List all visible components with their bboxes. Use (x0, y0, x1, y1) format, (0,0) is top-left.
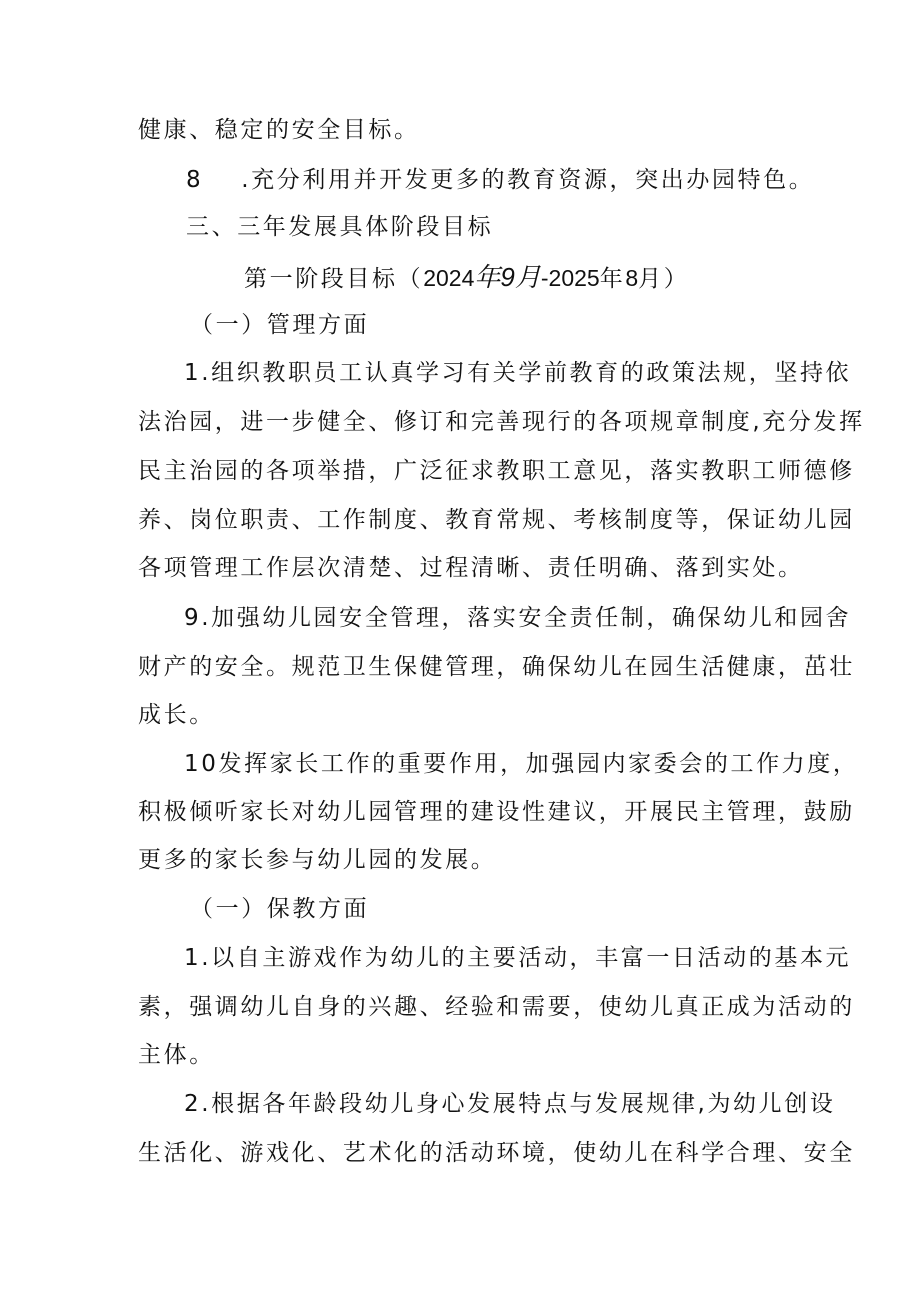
paragraph-line: 9.加强幼儿园安全管理，落实安全责任制，确保幼儿和园舍 (184, 605, 852, 631)
paragraph-line: 成长。 (138, 702, 215, 728)
paragraph-line: 主体。 (138, 1042, 215, 1068)
paragraph-line: 1.以自主游戏作为幼儿的主要活动，丰富一日活动的基本元 (184, 945, 852, 971)
paragraph-line: 1.组织教职员工认真学习有关学前教育的政策法规，坚持依 (184, 360, 852, 386)
paragraph-line: 10发挥家长工作的重要作用，加强园内家委会的工作力度， (184, 751, 859, 777)
stage-end-month-char: 月） (638, 266, 690, 292)
paragraph-line: 各项管理工作层次清楚、过程清晰、责任明确、落到实处。 (138, 555, 804, 581)
stage-start-year: 2024 (423, 265, 475, 291)
paragraph-line: 养、岗位职责、工作制度、教育常规、考核制度等，保证幼儿园 (138, 507, 855, 533)
paragraph-line: 生活化、游戏化、艺术化的活动环境，使幼儿在科学合理、安全 (138, 1140, 855, 1166)
list-item-8 (186, 165, 814, 195)
paragraph-line: 财产的安全。规范卫生保健管理，确保幼儿在园生活健康，茁壮 (138, 654, 855, 680)
paragraph-line: 民主治园的各项举措，广泛征求教职工意见，落实教职工师德修 (138, 458, 855, 484)
stage-heading (244, 262, 689, 294)
stage-start-month-char: 月 (514, 262, 541, 292)
list-number: 8 (186, 167, 204, 193)
paragraph-line: 2.根据各年龄段幼儿身心发展特点与发展规律,为幼儿创设 (184, 1091, 836, 1117)
text-line: 健康、稳定的安全目标。 (138, 117, 420, 143)
stage-start-year-char: 年 (474, 262, 501, 292)
stage-end-year: -2025 (540, 265, 600, 291)
paragraph-line: 素，强调幼儿自身的兴趣、经验和需要，使幼儿真正成为活动的 (138, 994, 855, 1020)
stage-end-month: 8 (625, 265, 639, 291)
subsection-heading-management: （一）管理方面 (190, 312, 370, 338)
stage-start-month: 9 (500, 262, 515, 292)
paragraph-line: 积极倾听家长对幼儿园管理的建设性建议，开展民主管理，鼓励 (138, 799, 855, 825)
stage-heading-prefix: 第一阶段目标（ (244, 266, 424, 292)
paragraph-line: 更多的家长参与幼儿园的发展。 (138, 847, 497, 873)
paragraph-line: 法治园，进一步健全、修订和完善现行的各项规章制度,充分发挥 (138, 409, 865, 435)
stage-end-year-char: 年 (599, 266, 626, 292)
list-text: .充分利用并开发更多的教育资源，突出办园特色。 (241, 167, 815, 193)
subsection-heading-care: （一）保教方面 (190, 896, 370, 922)
section-heading: 三、三年发展具体阶段目标 (186, 214, 494, 240)
